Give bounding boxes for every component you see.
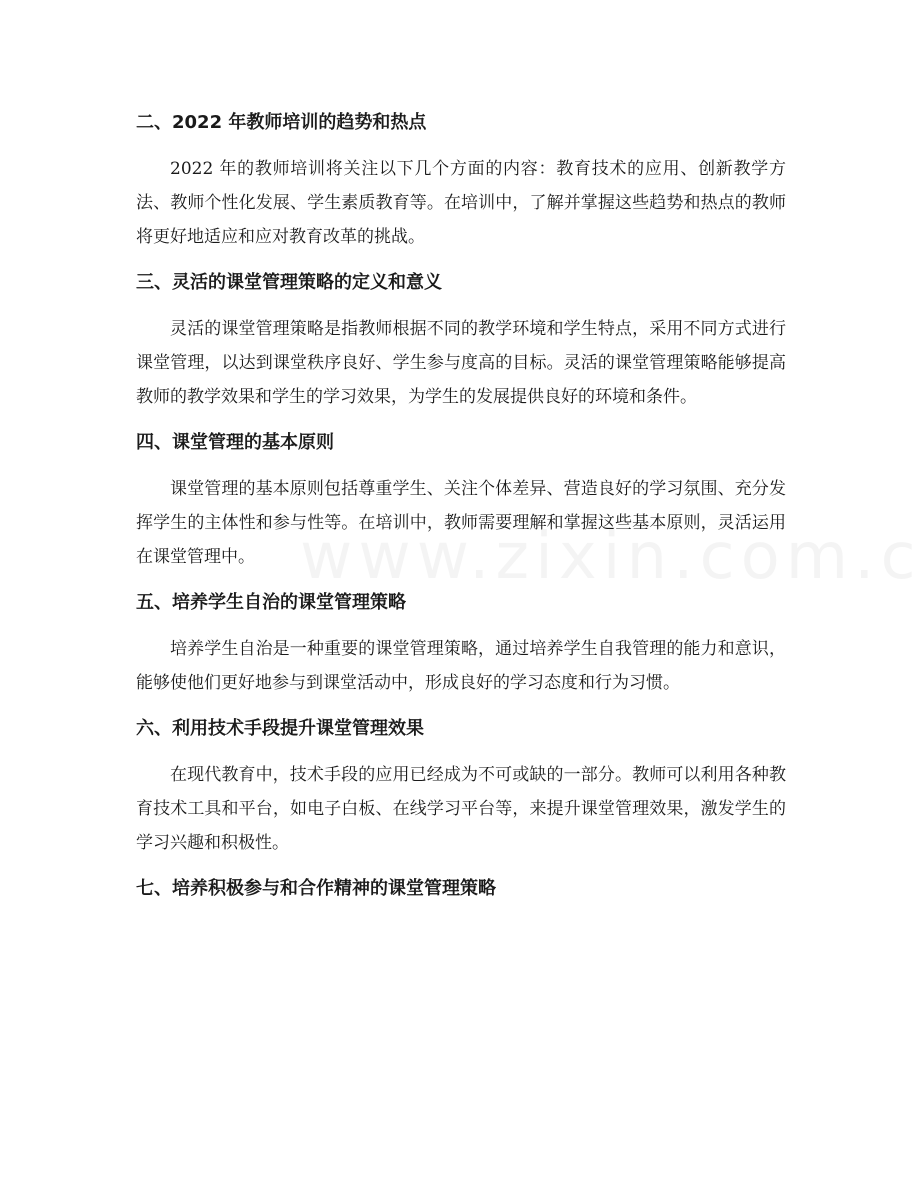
section-body-4: 课堂管理的基本原则包括尊重学生、关注个体差异、营造良好的学习氛围、充分发挥学生的主体性和参与性等。在培训中，教师需要理解和掌握这些基本原则，灵活运用在课堂管理中。 [136,479,786,567]
section-heading-5: 五、培养学生自治的课堂管理策略 [136,592,406,613]
section-heading-4: 四、课堂管理的基本原则 [136,432,334,453]
section-body-6: 在现代教育中，技术手段的应用已经成为不可或缺的一部分。教师可以利用各种教育技术工具和平台，如电子白板、在线学习平台等，来提升课堂管理效果，激发学生的学习兴趣和积极性。 [136,765,786,853]
document-content [136,108,786,904]
section-heading-6: 六、利用技术手段提升课堂管理效果 [136,718,424,739]
section-heading-2: 二、2022 年教师培训的趋势和热点 [136,112,427,133]
section-body-3: 灵活的课堂管理策略是指教师根据不同的教学环境和学生特点，采用不同方式进行课堂管理，以达到课堂秩序良好、学生参与度高的目标。灵活的课堂管理策略能够提高教师的教学效果和学生的学习效果，为学生的发展提供良好的环境和条件。 [136,319,786,407]
section-heading-3: 三、灵活的课堂管理策略的定义和意义 [136,272,442,293]
section-heading-7: 七、培养积极参与和合作精神的课堂管理策略 [136,878,496,899]
section-body-5: 培养学生自治是一种重要的课堂管理策略，通过培养学生自我管理的能力和意识，能够使他们更好地参与到课堂活动中，形成良好的学习态度和行为习惯。 [136,639,786,693]
section-body-2: 2022 年的教师培训将关注以下几个方面的内容：教育技术的应用、创新教学方法、教师个性化发展、学生素质教育等。在培训中，了解并掌握这些趋势和热点的教师将更好地适应和应对教育改革的挑战。 [136,159,786,247]
